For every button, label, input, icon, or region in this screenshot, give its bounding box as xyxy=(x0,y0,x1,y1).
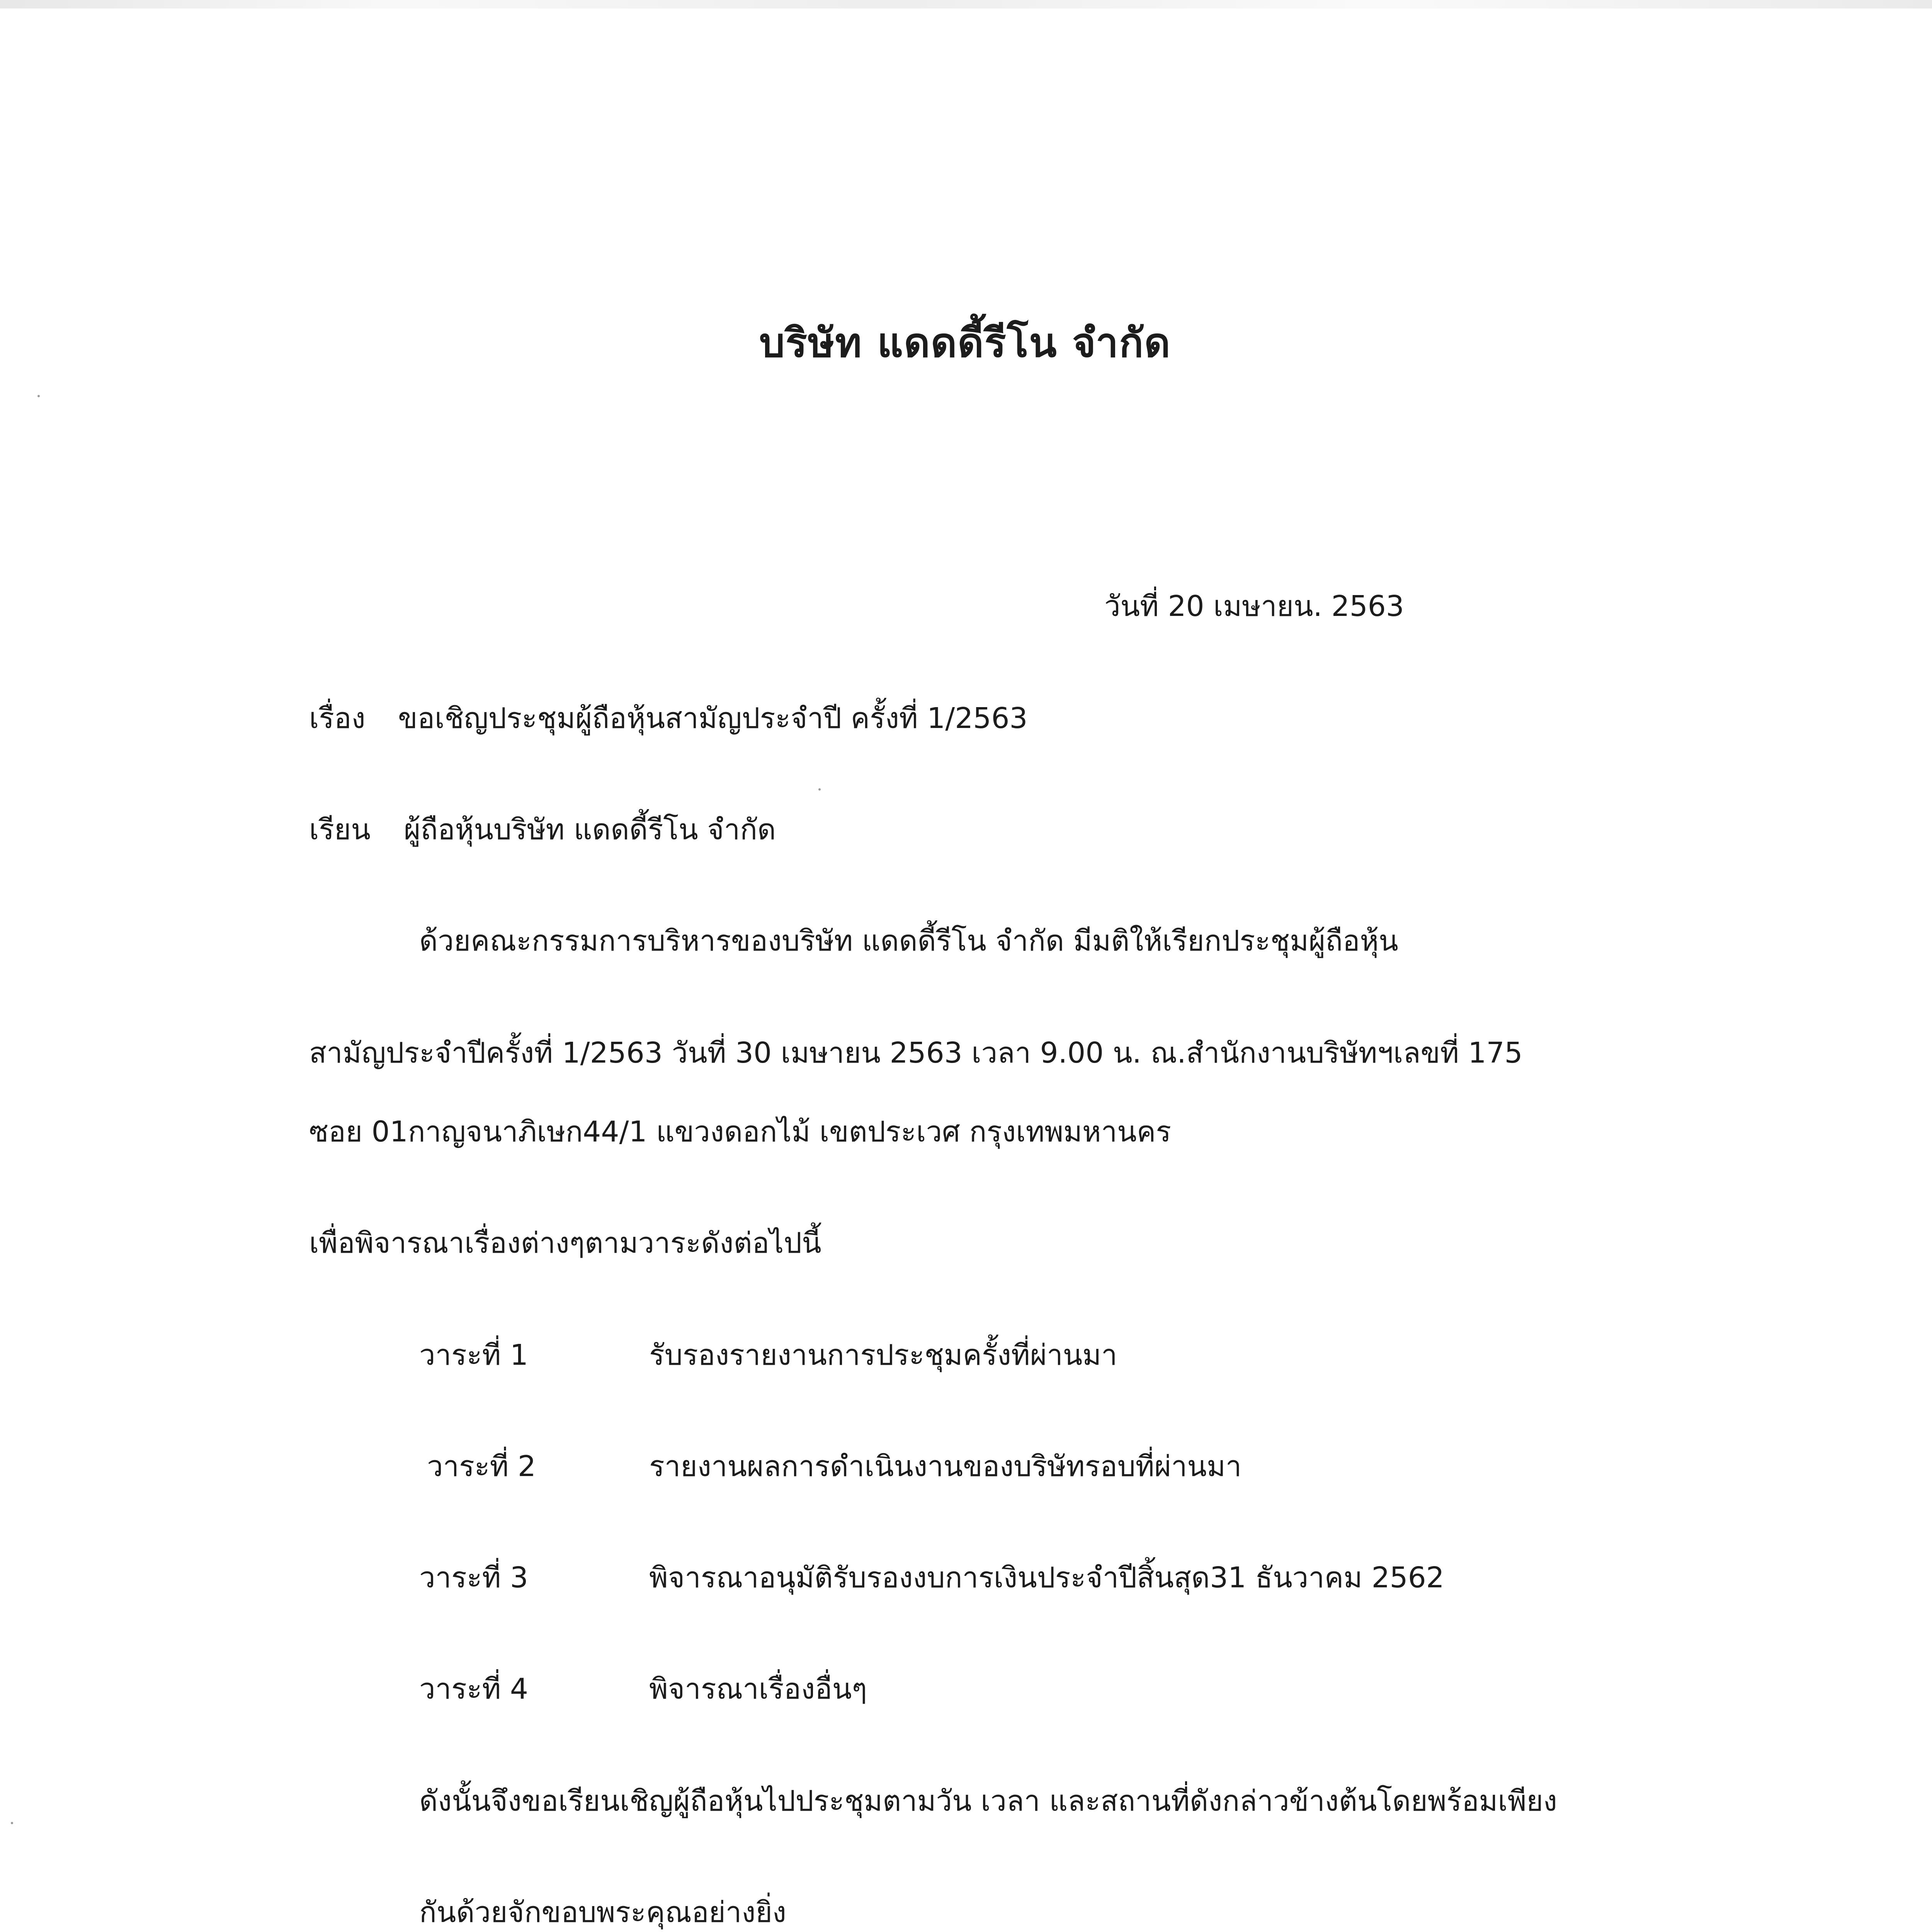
agenda-text: รายงานผลการดำเนินงานของบริษัทรอบที่ผ่านมา xyxy=(649,1450,1242,1483)
scan-speck xyxy=(11,1822,13,1824)
body-line-4: เพื่อพิจารณาเรื่องต่างๆตามวาระดังต่อไปนี้ xyxy=(309,1226,821,1260)
closing-line-1: ดังนั้นจึงขอเรียนเชิญผู้ถือหุ้นไปประชุมตามวัน เวลา และสถานที่ดังกล่าวข้างต้นโดยพร้อมเพียง xyxy=(419,1784,1557,1818)
company-title: บริษัท แดดดี้รีโน จำกัด xyxy=(759,319,1171,366)
agenda-label: วาระที่ 2 xyxy=(427,1450,536,1483)
agenda-text: รับรองรายงานการประชุมครั้งที่ผ่านมา xyxy=(649,1338,1117,1372)
scan-speck xyxy=(818,788,821,791)
agenda-label: วาระที่ 1 xyxy=(419,1338,528,1372)
closing-line-2: กันด้วยจักขอบพระคุณอย่างยิ่ง xyxy=(419,1896,786,1929)
date-line: วันที่ 20 เมษายน. 2563 xyxy=(1104,590,1404,623)
scan-edge-noise xyxy=(0,0,1932,9)
subject-label: เรื่อง xyxy=(309,702,366,735)
subject-text: ขอเชิญประชุมผู้ถือหุ้นสามัญประจำปี ครั้งที่ 1/2563 xyxy=(398,702,1028,735)
recipient-text: ผู้ถือหุ้นบริษัท แดดดี้รีโน จำกัด xyxy=(404,813,776,846)
body-line-3: ซอย 01กาญจนาภิเษก44/1 แขวงดอกไม้ เขตประเวศ กรุงเทพมหานคร xyxy=(309,1115,1171,1148)
scan-speck xyxy=(37,395,40,397)
recipient-label: เรียน xyxy=(309,813,371,846)
body-line-1: ด้วยคณะกรรมการบริหารของบริษัท แดดดี้รีโน จำกัด มีมติให้เรียกประชุมผู้ถือหุ้น xyxy=(419,924,1398,957)
agenda-label: วาระที่ 3 xyxy=(419,1561,528,1594)
agenda-text: พิจารณาเรื่องอื่นๆ xyxy=(649,1672,867,1706)
body-line-2: สามัญประจำปีครั้งที่ 1/2563 วันที่ 30 เมษายน 2563 เวลา 9.00 น. ณ.สำนักงานบริษัทฯเลขที่ 175 xyxy=(309,1036,1523,1070)
agenda-label: วาระที่ 4 xyxy=(419,1672,528,1706)
agenda-text: พิจารณาอนุมัติรับรองงบการเงินประจำปีสิ้นสุด31 ธันวาคม 2562 xyxy=(649,1561,1444,1594)
